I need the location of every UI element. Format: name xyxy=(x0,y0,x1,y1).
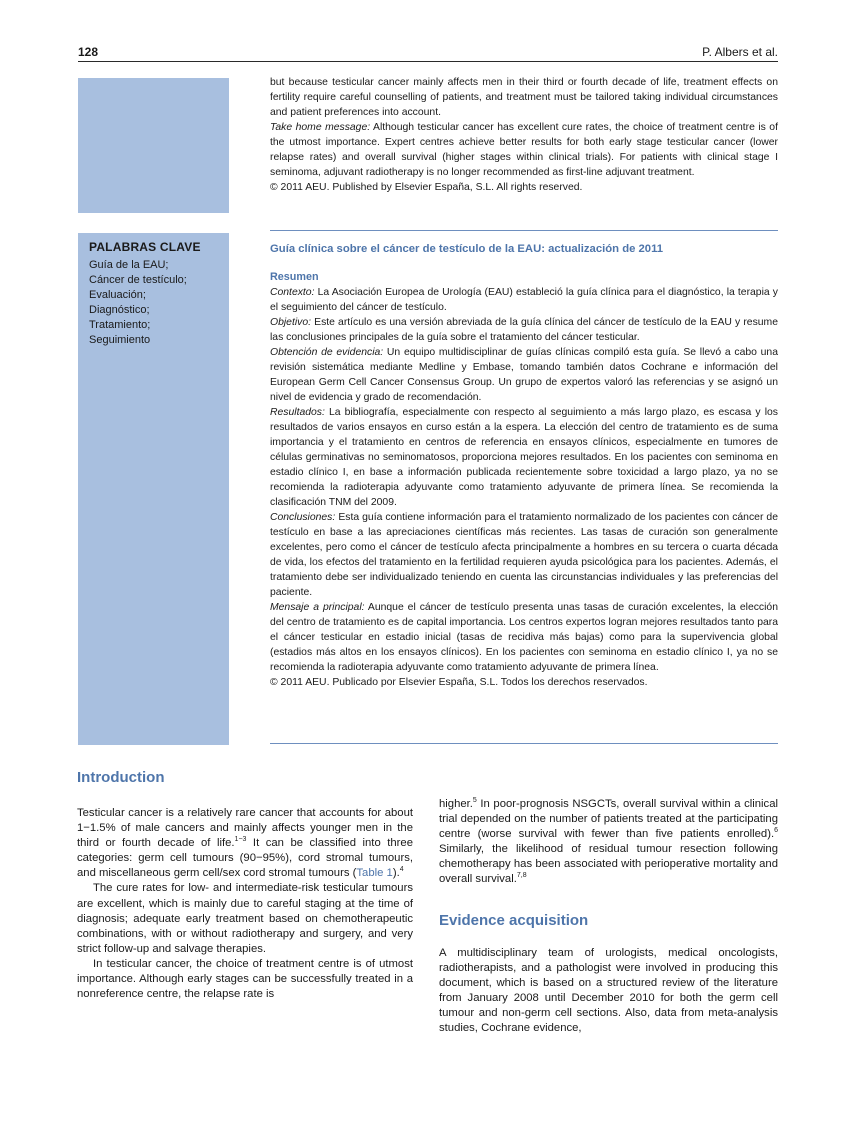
abstract-divider-bottom xyxy=(270,743,778,744)
english-abstract xyxy=(270,75,778,195)
section-label: Mensaje a principal: xyxy=(270,602,365,613)
header-rule xyxy=(78,61,778,62)
section-label: Conclusiones: xyxy=(270,512,336,523)
keywords-list xyxy=(89,258,187,349)
section-text: La Asociación Europea de Urología (EAU) estableció la guía clínica para el diagnóstico, la terapia y el seguimiento del cáncer de testículo. xyxy=(270,287,778,313)
section-text: Este artículo es una versión abreviada de la guía clínica del cáncer de testículo de la EAU y resume las conclusiones principales de la guía sobre el tratamiento del cáncer testicular. xyxy=(270,317,778,343)
text-run: In poor-prognosis NSGCTs, overall survival within a clinical trial depended on the number of patients treated at the participating centre (worse survival with fewer than five patients enrolled). xyxy=(439,798,778,841)
keyword-item: Seguimiento xyxy=(89,334,151,347)
citation: 1−3 xyxy=(234,836,247,844)
section-label: Contexto: xyxy=(270,287,315,298)
abstract-section-resultados xyxy=(270,405,778,510)
keyword-item: Diagnóstico; xyxy=(89,304,150,317)
page-number: 128 xyxy=(78,45,99,59)
english-copyright: © 2011 AEU. Published by Elsevier España, S.L. All rights reserved. xyxy=(270,182,583,193)
section-text: Un equipo multidisciplinar de guías clínicas compiló esta guía. Se llevó a cabo una revisión sistemática mediante Medline y Embase, tomando también datos Cochrane e información del European Germ Cell Cancer Consensus Group. Un grupo de expertos valoró las referencias y se asignó un nivel de evidencia y grado de recomendación. xyxy=(270,347,778,403)
intro-paragraph-2: The cure rates for low- and intermediate-risk testicular tumours are excellent, which is mainly due to careful staging at the time of diagnosis; adequate early treatment based on chemotherapeutic combinations, with or without radiotherapy and surgery, and very strict follow-up and salvage therapies. xyxy=(77,882,413,955)
abstract-section-mensaje xyxy=(270,600,778,675)
take-home-paragraph xyxy=(270,120,778,180)
abstract-section-objetivo xyxy=(270,315,778,345)
section-label: Objetivo: xyxy=(270,317,312,328)
spanish-title: Guía clínica sobre el cáncer de testículo de la EAU: actualización de 2011 xyxy=(270,243,664,255)
text-run: higher. xyxy=(439,798,473,810)
text-run: It can be classified into three categories: germ cell tumours (90−95%), cord stromal tumours, and miscellaneous germ cell/sex cord stromal tumours ( xyxy=(77,837,413,880)
right-column-intro xyxy=(439,797,778,888)
spanish-copyright: © 2011 AEU. Publicado por Elsevier España, S.L. Todos los derechos reservados. xyxy=(270,677,648,688)
keywords-title: PALABRAS CLAVE xyxy=(89,240,201,254)
abstract-section-evidencia xyxy=(270,345,778,405)
running-head: P. Albers et al. xyxy=(702,45,778,59)
take-home-text: Although testicular cancer has excellent cure rates, the choice of treatment centre is of the utmost importance. Expert centres achieve better results for both early stage testicular cancer (lower relapse rates) and overall survival (higher stages within clinical trials). For patients with clinical stage I seminoma, adjuvant radiotherapy is no longer recommended as first-line adjuvant treatment. xyxy=(270,122,778,178)
citation: 7,8 xyxy=(516,872,527,880)
evidence-paragraph: A multidisciplinary team of urologists, medical oncologists, radiotherapists, and a pathologist were involved in producing this document, which is based on a structured review of the literature from January 2008 until December 2010 for both the germ cell tumour and non-germ cell sections. Also, data from meta-analysis studies, Cochrane evidence, xyxy=(439,947,778,1035)
section-text: Aunque el cáncer de testículo presenta unas tasas de curación excelentes, la elección del centro de tratamiento es de capital importancia. Los centros expertos logran mejores resultados tanto para el cáncer testicular en estadio inicial (tasas de recidiva más bajas) como para la supervivencia global (estadios más altos en los ensayos clínicos). En los pacientes con seminoma en estadio clínico I, ya no se recomienda la radioterapia adyuvante como tratamiento adyuvante de primera línea. xyxy=(270,602,778,673)
abstract-divider-top xyxy=(270,230,778,231)
take-home-label: Take home message: xyxy=(270,122,371,133)
section-text: Esta guía contiene información para el tratamiento normalizado de los pacientes con cáncer de testículo en base a las apreciaciones científicas más recientes. Las tasas de curación son generalmente excelentes, pero como el cáncer de testículo afecta principalmente a hombres en su tercera o cuarta década de vida, los efectos del tratamiento en la fertilidad requieren ayuda psicológica para los pacientes. Además, el tratamiento debe ser individualizado teniendo en cuenta las circunstancias individuales y las preferencias del paciente. xyxy=(270,512,778,598)
intro-paragraph-1 xyxy=(77,806,413,881)
evidence-column xyxy=(439,946,778,1037)
abstract-section-contexto xyxy=(270,285,778,315)
citation: 5 xyxy=(472,797,477,805)
sidebar-shade-top xyxy=(78,78,229,213)
citation: 6 xyxy=(774,827,778,835)
spanish-abstract xyxy=(270,285,778,690)
text-run: ). xyxy=(392,867,400,880)
abstract-continuation: but because testicular cancer mainly affects men in their third or fourth decade of life, treatment effects on fertility require careful counselling of patients, and treatment must be tailored taking individual circumstances and patient preferences into account. xyxy=(270,77,778,118)
section-label: Obtención de evidencia: xyxy=(270,347,384,358)
table-1-link[interactable]: Table 1 xyxy=(356,867,393,880)
keyword-item: Cáncer de testículo; xyxy=(89,274,187,287)
left-column xyxy=(77,806,413,1002)
section-text: La bibliografía, especialmente con respecto al seguimiento a más largo plazo, es escasa y los resultados de varios ensayos en curso están a la espera. La elección del centro de tratamiento es de suma importancia y el tratamiento en centros de referencia en ensayos clínicos, especialmente en tumores de células germinativas no seminomatosos, proporciona mejores resultados. En los pacientes con seminoma en estadio clínico I, en base a información publicada recientemente sobre toxicidad a largo plazo, ya no se recomienda la radioterapia adyuvante como tratamiento adyuvante de primera línea. Se recomienda la clasificación TNM del 2009. xyxy=(270,407,779,508)
introduction-heading: Introduction xyxy=(77,769,165,786)
keyword-item: Tratamiento; xyxy=(89,319,151,332)
abstract-section-conclusiones xyxy=(270,510,778,600)
keyword-item: Evaluación; xyxy=(89,289,146,302)
intro-paragraph-3: In testicular cancer, the choice of treatment centre is of utmost importance. Although early stages can be successfully treated in a nonreference centre, the relapse rate is xyxy=(77,957,413,1001)
text-run: Similarly, the likelihood of residual tumour resection following chemotherapy has been associated with perioperative mortality and overall survival. xyxy=(439,843,778,886)
keyword-item: Guía de la EAU; xyxy=(89,259,169,271)
citation: 4 xyxy=(399,866,404,874)
text-run: Testicular cancer is a relatively rare cancer that accounts for about 1−1.5% of male cancers and mainly affects younger men in the third or fourth decade of life. xyxy=(77,807,413,850)
resumen-label: Resumen xyxy=(270,271,319,283)
section-label: Resultados: xyxy=(270,407,325,418)
evidence-heading: Evidence acquisition xyxy=(439,912,589,929)
intro-paragraph-continued xyxy=(439,797,778,888)
